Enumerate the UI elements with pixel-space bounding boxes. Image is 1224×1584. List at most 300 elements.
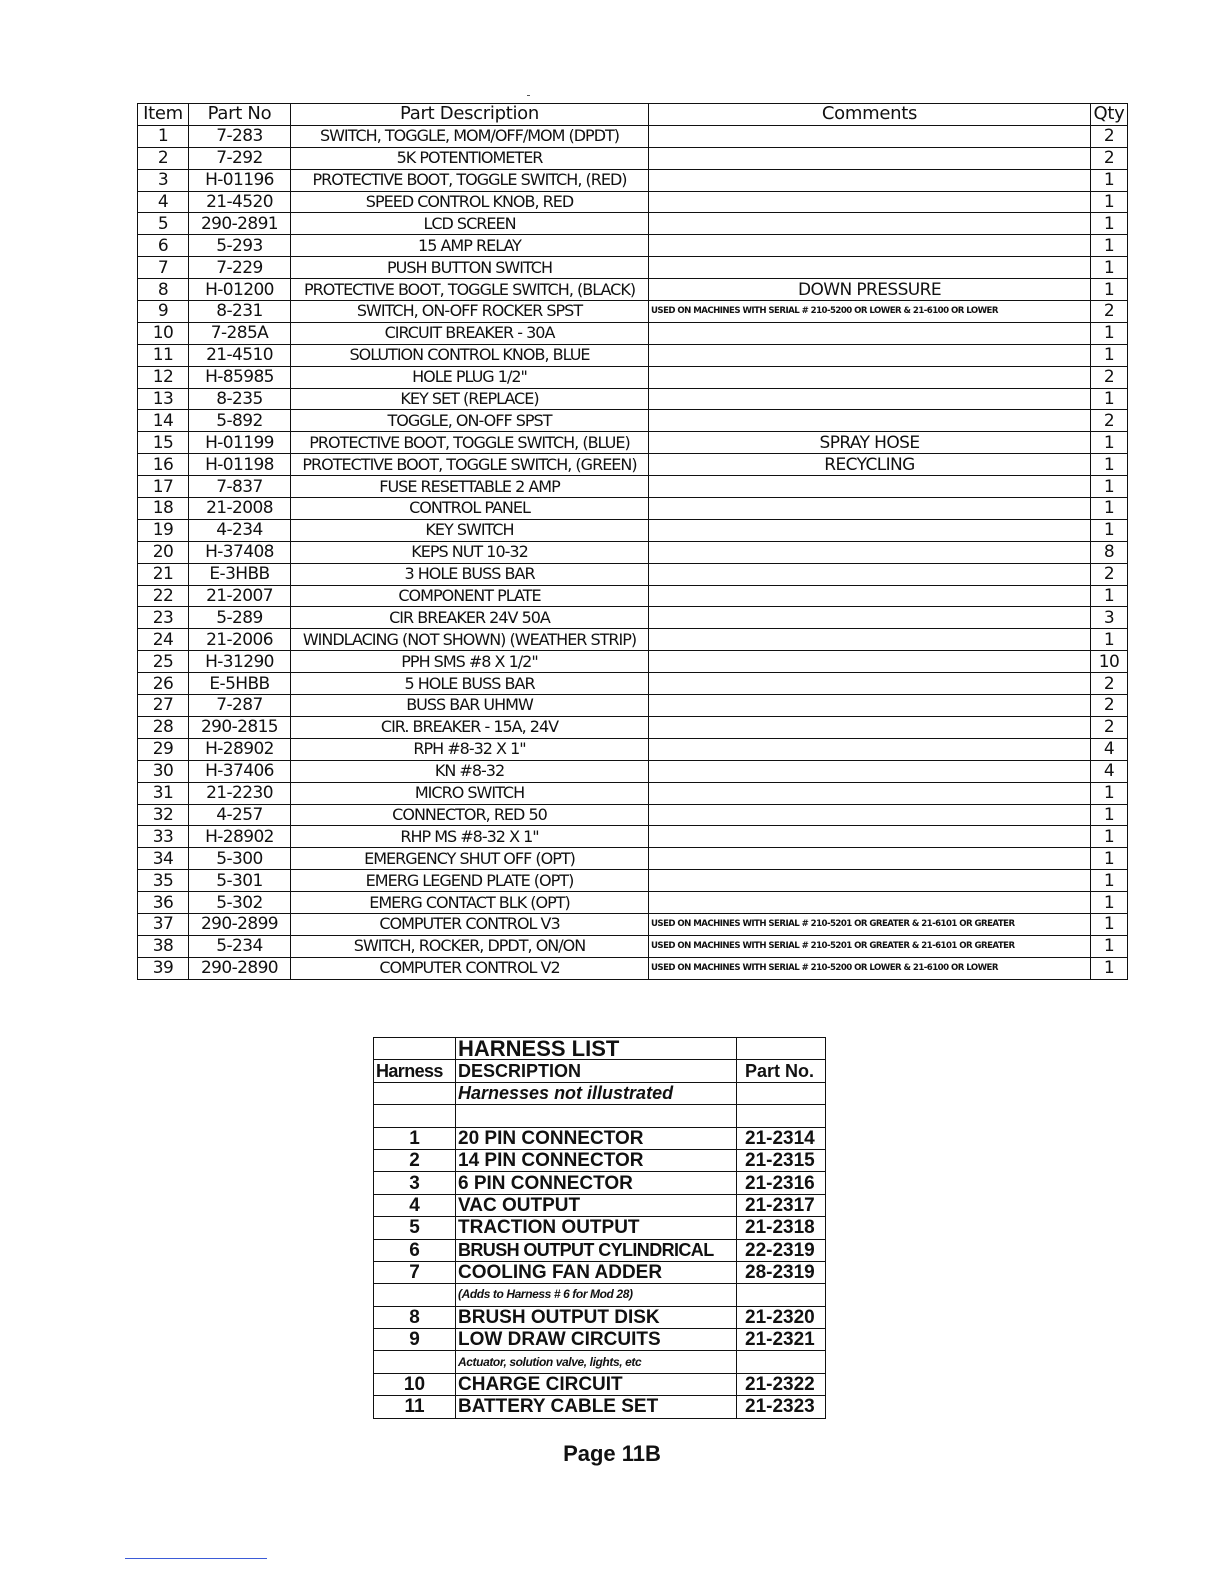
item-cell: 33: [138, 826, 189, 848]
description-cell: EMERG LEGEND PLATE (OPT): [291, 870, 649, 892]
qty-cell: 10: [1091, 651, 1128, 673]
description-cell: KEPS NUT 10-32: [291, 541, 649, 563]
part-no-cell: 4-257: [189, 804, 291, 826]
harness-description-cell: TRACTION OUTPUT: [456, 1217, 737, 1239]
item-cell: 9: [138, 301, 189, 323]
harness-part-no-cell: 21-2316: [737, 1172, 826, 1194]
qty-cell: 1: [1091, 957, 1128, 979]
parts-row: [138, 169, 1128, 191]
description-cell: KEY SWITCH: [291, 519, 649, 541]
parts-row: [138, 213, 1128, 235]
part-no-cell: E-5HBB: [189, 673, 291, 695]
description-cell: TOGGLE, ON-OFF SPST: [291, 410, 649, 432]
header-harness-part-no: Part No.: [737, 1060, 826, 1082]
harness-part-no-cell: 21-2322: [737, 1373, 826, 1395]
part-no-cell: 7-229: [189, 257, 291, 279]
parts-row: [138, 607, 1128, 629]
description-cell: SWITCH, ROCKER, DPDT, ON/ON: [291, 935, 649, 957]
item-cell: 31: [138, 782, 189, 804]
description-cell: 3 HOLE BUSS BAR: [291, 563, 649, 585]
description-cell: EMERG CONTACT BLK (OPT): [291, 892, 649, 914]
qty-cell: 1: [1091, 870, 1128, 892]
qty-cell: 2: [1091, 673, 1128, 695]
qty-cell: 1: [1091, 432, 1128, 454]
description-cell: PROTECTIVE BOOT, TOGGLE SWITCH, (BLUE): [291, 432, 649, 454]
harness-spacer-cell: [737, 1105, 826, 1127]
part-no-cell: 4-234: [189, 519, 291, 541]
item-cell: 17: [138, 476, 189, 498]
harness-part-no-cell: 21-2323: [737, 1396, 826, 1418]
description-cell: CIR. BREAKER - 15A, 24V: [291, 716, 649, 738]
qty-cell: 3: [1091, 607, 1128, 629]
part-no-cell: 21-2230: [189, 782, 291, 804]
description-cell: FUSE RESETTABLE 2 AMP: [291, 476, 649, 498]
parts-row: [138, 410, 1128, 432]
item-cell: 39: [138, 957, 189, 979]
description-cell: COMPUTER CONTROL V3: [291, 913, 649, 935]
qty-cell: 1: [1091, 454, 1128, 476]
comments-cell: [649, 738, 1091, 760]
comments-cell: [649, 498, 1091, 520]
description-cell: CIRCUIT BREAKER - 30A: [291, 322, 649, 344]
harness-spacer-cell: [456, 1105, 737, 1127]
harness-description-cell: CHARGE CIRCUIT: [456, 1373, 737, 1395]
parts-row: [138, 848, 1128, 870]
part-no-cell: 5-300: [189, 848, 291, 870]
parts-table: [137, 103, 1128, 980]
part-no-cell: 7-837: [189, 476, 291, 498]
comments-cell: [649, 826, 1091, 848]
parts-row: [138, 541, 1128, 563]
harness-description-cell: 14 PIN CONNECTOR: [456, 1149, 737, 1171]
comments-cell: [649, 191, 1091, 213]
harness-part-no-cell: 21-2321: [737, 1329, 826, 1351]
harness-number-cell: 8: [374, 1306, 456, 1328]
part-no-cell: H-01199: [189, 432, 291, 454]
qty-cell: 2: [1091, 125, 1128, 147]
harness-description-cell: COOLING FAN ADDER: [456, 1261, 737, 1283]
qty-cell: 1: [1091, 804, 1128, 826]
item-cell: 14: [138, 410, 189, 432]
parts-row: [138, 563, 1128, 585]
part-no-cell: 290-2815: [189, 716, 291, 738]
parts-row: [138, 804, 1128, 826]
comments-cell: [649, 848, 1091, 870]
comments-cell: [649, 673, 1091, 695]
harness-description-cell: (Adds to Harness # 6 for Mod 28): [456, 1284, 737, 1306]
description-cell: CONNECTOR, RED 50: [291, 804, 649, 826]
description-cell: SWITCH, ON-OFF ROCKER SPST: [291, 301, 649, 323]
qty-cell: 1: [1091, 935, 1128, 957]
parts-row: [138, 673, 1128, 695]
comments-cell: [649, 870, 1091, 892]
harness-title-blank-right: [737, 1038, 826, 1060]
qty-cell: 2: [1091, 716, 1128, 738]
comments-cell: [649, 235, 1091, 257]
comments-cell: DOWN PRESSURE: [649, 279, 1091, 301]
comments-cell: [649, 169, 1091, 191]
harness-table-body: [374, 1038, 826, 1419]
item-cell: 35: [138, 870, 189, 892]
part-no-cell: 8-231: [189, 301, 291, 323]
qty-cell: 2: [1091, 147, 1128, 169]
harness-part-no-cell: 21-2317: [737, 1194, 826, 1216]
description-cell: PUSH BUTTON SWITCH: [291, 257, 649, 279]
item-cell: 38: [138, 935, 189, 957]
parts-row: [138, 366, 1128, 388]
comments-cell: [649, 695, 1091, 717]
parts-row: [138, 651, 1128, 673]
comments-cell: [649, 322, 1091, 344]
qty-cell: 1: [1091, 476, 1128, 498]
harness-description-cell: VAC OUTPUT: [456, 1194, 737, 1216]
item-cell: 1: [138, 125, 189, 147]
comments-cell: [649, 892, 1091, 914]
harness-row: [374, 1239, 826, 1261]
qty-cell: 1: [1091, 169, 1128, 191]
parts-row: [138, 892, 1128, 914]
harness-part-no-cell: [737, 1284, 826, 1306]
part-no-cell: 290-2890: [189, 957, 291, 979]
parts-row: [138, 388, 1128, 410]
parts-row: [138, 716, 1128, 738]
parts-row: [138, 519, 1128, 541]
description-cell: BUSS BAR UHMW: [291, 695, 649, 717]
parts-row: [138, 301, 1128, 323]
description-cell: CONTROL PANEL: [291, 498, 649, 520]
qty-cell: 1: [1091, 388, 1128, 410]
comments-cell: USED ON MACHINES WITH SERIAL # 210-5201 OR GREATER & 21-6101 OR GREATER: [649, 913, 1091, 935]
description-cell: RPH #8-32 X 1": [291, 738, 649, 760]
part-no-cell: H-01196: [189, 169, 291, 191]
item-cell: 20: [138, 541, 189, 563]
part-no-cell: 21-2008: [189, 498, 291, 520]
header-part-no: Part No: [189, 104, 291, 126]
parts-row: [138, 454, 1128, 476]
parts-row: [138, 235, 1128, 257]
item-cell: 32: [138, 804, 189, 826]
qty-cell: 2: [1091, 695, 1128, 717]
part-no-cell: H-85985: [189, 366, 291, 388]
item-cell: 13: [138, 388, 189, 410]
parts-row: [138, 476, 1128, 498]
harness-description-cell: Actuator, solution valve, lights, etc: [456, 1351, 737, 1373]
harness-title-blank: [374, 1038, 456, 1060]
harness-table: [373, 1037, 826, 1419]
item-cell: 10: [138, 322, 189, 344]
description-cell: COMPUTER CONTROL V2: [291, 957, 649, 979]
description-cell: SPEED CONTROL KNOB, RED: [291, 191, 649, 213]
parts-row: [138, 147, 1128, 169]
comments-cell: [649, 213, 1091, 235]
harness-number-cell: [374, 1284, 456, 1306]
harness-number-cell: 10: [374, 1373, 456, 1395]
part-no-cell: H-01200: [189, 279, 291, 301]
harness-spacer-cell: [374, 1105, 456, 1127]
harness-number-cell: 3: [374, 1172, 456, 1194]
comments-cell: [649, 388, 1091, 410]
parts-row: [138, 191, 1128, 213]
comments-cell: [649, 344, 1091, 366]
item-cell: 30: [138, 760, 189, 782]
harness-note-row: [374, 1351, 826, 1373]
comments-cell: [649, 476, 1091, 498]
qty-cell: 1: [1091, 257, 1128, 279]
description-cell: PROTECTIVE BOOT, TOGGLE SWITCH, (RED): [291, 169, 649, 191]
header-harness: Harness: [374, 1060, 456, 1082]
part-no-cell: H-37408: [189, 541, 291, 563]
description-cell: LCD SCREEN: [291, 213, 649, 235]
part-no-cell: 5-301: [189, 870, 291, 892]
harness-row: [374, 1261, 826, 1283]
parts-row: [138, 957, 1128, 979]
description-cell: SWITCH, TOGGLE, MOM/OFF/MOM (DPDT): [291, 125, 649, 147]
header-part-description: Part Description: [291, 104, 649, 126]
description-cell: COMPONENT PLATE: [291, 585, 649, 607]
item-cell: 36: [138, 892, 189, 914]
harness-note-blank: [374, 1082, 456, 1104]
parts-table-body: [138, 125, 1128, 979]
harness-part-no-cell: [737, 1351, 826, 1373]
item-cell: 12: [138, 366, 189, 388]
top-tick-mark: [527, 95, 530, 96]
harness-row: [374, 1329, 826, 1351]
comments-cell: [649, 257, 1091, 279]
harness-description-cell: BATTERY CABLE SET: [456, 1396, 737, 1418]
part-no-cell: H-28902: [189, 738, 291, 760]
header-comments: Comments: [649, 104, 1091, 126]
item-cell: 2: [138, 147, 189, 169]
part-no-cell: 5-892: [189, 410, 291, 432]
harness-header-row: [374, 1060, 826, 1082]
harness-note-blank-right: [737, 1082, 826, 1104]
parts-row: [138, 498, 1128, 520]
comments-cell: [649, 125, 1091, 147]
item-cell: 4: [138, 191, 189, 213]
part-no-cell: H-31290: [189, 651, 291, 673]
parts-row: [138, 782, 1128, 804]
harness-number-cell: [374, 1351, 456, 1373]
qty-cell: 1: [1091, 826, 1128, 848]
part-no-cell: 21-4520: [189, 191, 291, 213]
parts-row: [138, 913, 1128, 935]
part-no-cell: H-01198: [189, 454, 291, 476]
comments-cell: SPRAY HOSE: [649, 432, 1091, 454]
header-description: DESCRIPTION: [456, 1060, 737, 1082]
harness-description-cell: BRUSH OUTPUT CYLINDRICAL: [456, 1239, 737, 1261]
parts-row: [138, 125, 1128, 147]
comments-cell: [649, 607, 1091, 629]
harness-part-no-cell: 21-2320: [737, 1306, 826, 1328]
item-cell: 21: [138, 563, 189, 585]
qty-cell: 1: [1091, 322, 1128, 344]
item-cell: 23: [138, 607, 189, 629]
qty-cell: 4: [1091, 760, 1128, 782]
harness-number-cell: 2: [374, 1149, 456, 1171]
harness-number-cell: 5: [374, 1217, 456, 1239]
page-number: Page 11B: [563, 1441, 661, 1466]
qty-cell: 1: [1091, 629, 1128, 651]
parts-row: [138, 738, 1128, 760]
qty-cell: 1: [1091, 279, 1128, 301]
harness-number-cell: 4: [374, 1194, 456, 1216]
part-no-cell: 21-4510: [189, 344, 291, 366]
harness-row: [374, 1172, 826, 1194]
harness-note-row: [374, 1082, 826, 1104]
comments-cell: USED ON MACHINES WITH SERIAL # 210-5200 OR LOWER & 21-6100 OR LOWER: [649, 957, 1091, 979]
qty-cell: 8: [1091, 541, 1128, 563]
qty-cell: 4: [1091, 738, 1128, 760]
description-cell: KEY SET (REPLACE): [291, 388, 649, 410]
harness-description-cell: BRUSH OUTPUT DISK: [456, 1306, 737, 1328]
description-cell: PPH SMS #8 X 1/2": [291, 651, 649, 673]
comments-cell: [649, 760, 1091, 782]
harness-row: [374, 1217, 826, 1239]
harness-part-no-cell: 21-2314: [737, 1127, 826, 1149]
harness-number-cell: 6: [374, 1239, 456, 1261]
part-no-cell: H-37406: [189, 760, 291, 782]
qty-cell: 1: [1091, 892, 1128, 914]
part-no-cell: 290-2891: [189, 213, 291, 235]
parts-row: [138, 826, 1128, 848]
description-cell: SOLUTION CONTROL KNOB, BLUE: [291, 344, 649, 366]
item-cell: 11: [138, 344, 189, 366]
part-no-cell: 7-285A: [189, 322, 291, 344]
parts-row: [138, 935, 1128, 957]
item-cell: 7: [138, 257, 189, 279]
harness-row: [374, 1149, 826, 1171]
parts-header-row: [138, 104, 1128, 126]
description-cell: 5K POTENTIOMETER: [291, 147, 649, 169]
part-no-cell: 8-235: [189, 388, 291, 410]
parts-row: [138, 257, 1128, 279]
item-cell: 5: [138, 213, 189, 235]
header-item: Item: [138, 104, 189, 126]
parts-row: [138, 695, 1128, 717]
parts-row: [138, 629, 1128, 651]
parts-row: [138, 760, 1128, 782]
part-no-cell: 5-289: [189, 607, 291, 629]
harness-spacer-row: [374, 1105, 826, 1127]
item-cell: 25: [138, 651, 189, 673]
part-no-cell: 21-2006: [189, 629, 291, 651]
harness-number-cell: 7: [374, 1261, 456, 1283]
header-qty: Qty: [1091, 104, 1128, 126]
harness-part-no-cell: 21-2318: [737, 1217, 826, 1239]
harness-description-cell: 6 PIN CONNECTOR: [456, 1172, 737, 1194]
item-cell: 28: [138, 716, 189, 738]
qty-cell: 1: [1091, 498, 1128, 520]
comments-cell: [649, 651, 1091, 673]
part-no-cell: 5-234: [189, 935, 291, 957]
description-cell: RHP MS #8-32 X 1": [291, 826, 649, 848]
harness-number-cell: 9: [374, 1329, 456, 1351]
item-cell: 8: [138, 279, 189, 301]
qty-cell: 2: [1091, 410, 1128, 432]
qty-cell: 2: [1091, 366, 1128, 388]
qty-cell: 2: [1091, 563, 1128, 585]
item-cell: 34: [138, 848, 189, 870]
comments-cell: [649, 629, 1091, 651]
parts-row: [138, 870, 1128, 892]
harness-title-row: [374, 1038, 826, 1060]
description-cell: 15 AMP RELAY: [291, 235, 649, 257]
harness-row: [374, 1127, 826, 1149]
harness-part-no-cell: 28-2319: [737, 1261, 826, 1283]
item-cell: 6: [138, 235, 189, 257]
harness-number-cell: 11: [374, 1396, 456, 1418]
item-cell: 3: [138, 169, 189, 191]
harness-description-cell: LOW DRAW CIRCUITS: [456, 1329, 737, 1351]
part-no-cell: 21-2007: [189, 585, 291, 607]
parts-row: [138, 322, 1128, 344]
qty-cell: 1: [1091, 235, 1128, 257]
qty-cell: 1: [1091, 519, 1128, 541]
qty-cell: 1: [1091, 585, 1128, 607]
description-cell: MICRO SWITCH: [291, 782, 649, 804]
comments-cell: [649, 804, 1091, 826]
description-cell: EMERGENCY SHUT OFF (OPT): [291, 848, 649, 870]
comments-cell: [649, 563, 1091, 585]
harness-row: [374, 1306, 826, 1328]
comments-cell: [649, 366, 1091, 388]
harness-part-no-cell: 21-2315: [737, 1149, 826, 1171]
item-cell: 22: [138, 585, 189, 607]
item-cell: 29: [138, 738, 189, 760]
comments-cell: [649, 541, 1091, 563]
qty-cell: 1: [1091, 913, 1128, 935]
description-cell: WINDLACING (NOT SHOWN) (WEATHER STRIP): [291, 629, 649, 651]
description-cell: CIR BREAKER 24V 50A: [291, 607, 649, 629]
item-cell: 19: [138, 519, 189, 541]
part-no-cell: H-28902: [189, 826, 291, 848]
qty-cell: 1: [1091, 213, 1128, 235]
comments-cell: [649, 716, 1091, 738]
harness-row: [374, 1396, 826, 1418]
item-cell: 16: [138, 454, 189, 476]
item-cell: 37: [138, 913, 189, 935]
qty-cell: 2: [1091, 301, 1128, 323]
harness-row: [374, 1373, 826, 1395]
qty-cell: 1: [1091, 782, 1128, 804]
comments-cell: USED ON MACHINES WITH SERIAL # 210-5200 OR LOWER & 21-6100 OR LOWER: [649, 301, 1091, 323]
qty-cell: 1: [1091, 848, 1128, 870]
comments-cell: [649, 782, 1091, 804]
description-cell: HOLE PLUG 1/2": [291, 366, 649, 388]
comments-cell: [649, 519, 1091, 541]
parts-row: [138, 585, 1128, 607]
part-no-cell: 7-292: [189, 147, 291, 169]
harness-part-no-cell: 22-2319: [737, 1239, 826, 1261]
comments-cell: [649, 147, 1091, 169]
qty-cell: 1: [1091, 191, 1128, 213]
harness-row: [374, 1194, 826, 1216]
comments-cell: RECYCLING: [649, 454, 1091, 476]
item-cell: 15: [138, 432, 189, 454]
harness-note: Harnesses not illustrated: [456, 1082, 737, 1104]
harness-note-row: [374, 1284, 826, 1306]
item-cell: 24: [138, 629, 189, 651]
qty-cell: 1: [1091, 344, 1128, 366]
harness-description-cell: 20 PIN CONNECTOR: [456, 1127, 737, 1149]
parts-row: [138, 432, 1128, 454]
harness-number-cell: 1: [374, 1127, 456, 1149]
parts-row: [138, 279, 1128, 301]
part-no-cell: E-3HBB: [189, 563, 291, 585]
description-cell: KN #8-32: [291, 760, 649, 782]
part-no-cell: 290-2899: [189, 913, 291, 935]
item-cell: 26: [138, 673, 189, 695]
